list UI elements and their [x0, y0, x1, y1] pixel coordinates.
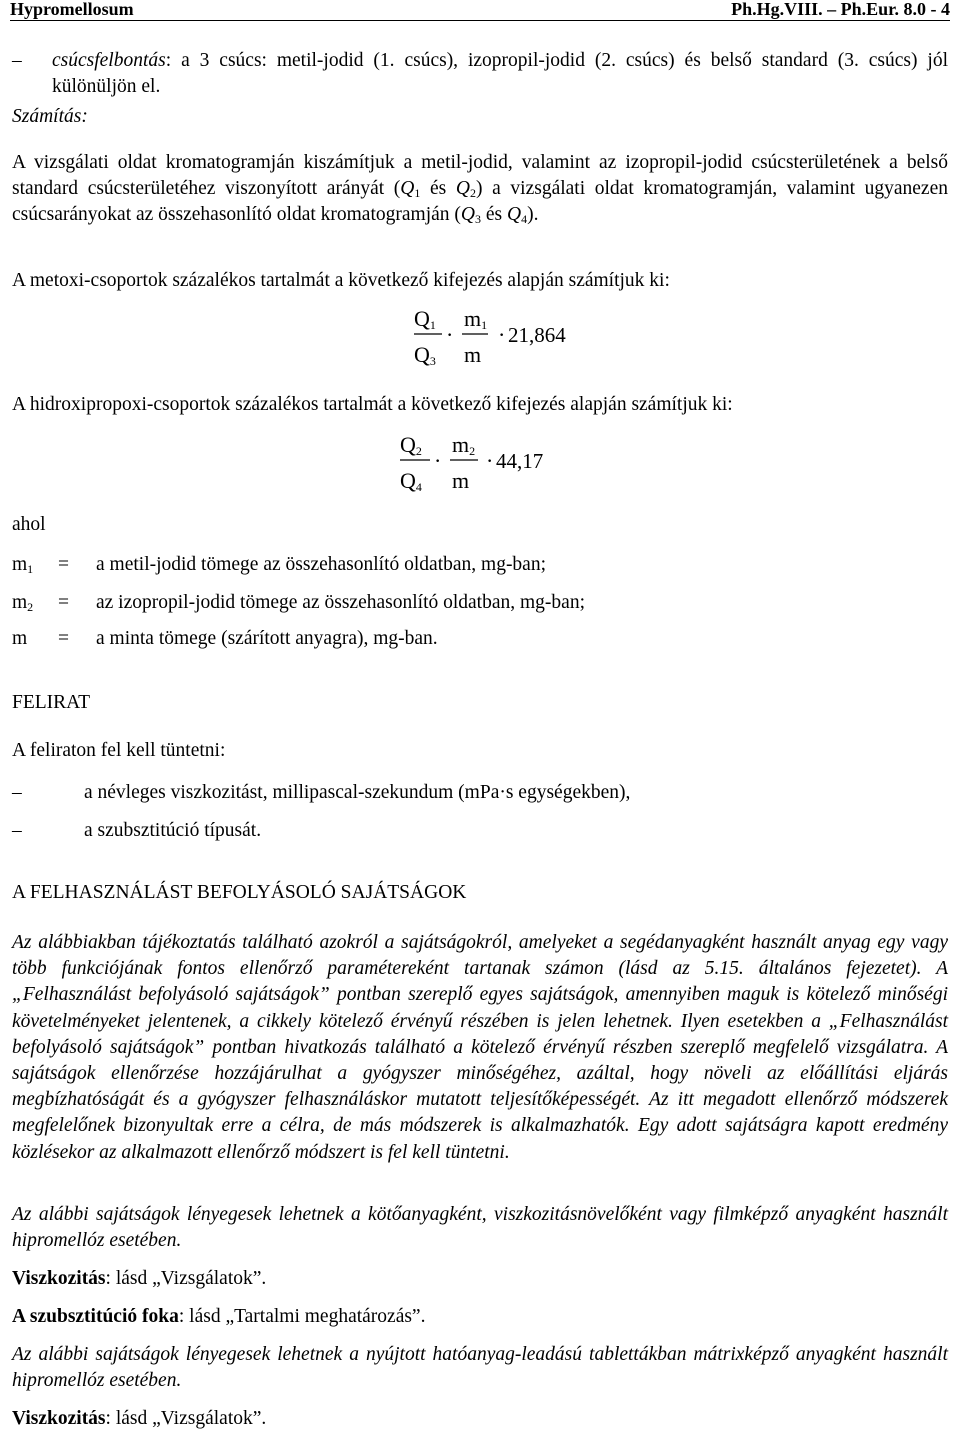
binder-intro: Az alábbi sajátságok lényegesek lehetnek a kötőanyagként, viszkozitásnövelőként vagy filmképző anyagként használt hipromellóz esetében.: [12, 1204, 948, 1251]
formula2-num-q: $Q_2$: [400, 432, 422, 458]
viscosity-ref: : lásd „Vizsgálatok”.: [105, 1408, 267, 1429]
labelling-intro: A feliraton fel kell tüntetni:: [12, 740, 226, 761]
q1-sub: 1: [414, 186, 421, 200]
formula1-den-q: $Q_3$: [414, 342, 436, 368]
def-symbol: $m_2$: [12, 592, 34, 614]
labelling-heading: FELIRAT: [12, 692, 90, 713]
calc-text-3: ).: [527, 204, 539, 225]
header-title: Hypromellosum: [10, 0, 134, 19]
bullet-dash: –: [12, 820, 22, 841]
calc-title: Számítás:: [12, 106, 88, 127]
frc-heading: A FELHASZNÁLÁST BEFOLYÁSOLÓ SAJÁTSÁGOK: [12, 882, 467, 903]
calc-text-1: A vizsgálati oldat kromatogramján kiszámítjuk a metil-jodid, valamint az izopropil-jodid csúcsterületének a belső standard csúcsterületéhez viszonyított arányát (: [12, 152, 948, 199]
def-equals: =: [58, 592, 69, 613]
formula2-den-q: $Q_4$: [400, 468, 422, 494]
calc-and-2: és: [480, 204, 507, 225]
formula1-dot: ·: [446, 322, 454, 347]
q4-symbol: Q: [506, 204, 522, 225]
def-text: a metil-jodid tömege az összehasonlító oldatban, mg-ban;: [96, 554, 547, 575]
calc-and-1: és: [420, 178, 456, 199]
peak-separation-label: csúcsfelbontás: [52, 50, 166, 71]
q4-sub: 4: [521, 212, 528, 226]
q1-symbol: Q: [400, 178, 415, 199]
formula1-dot-2: ·: [498, 322, 506, 347]
def-text: az izopropil-jodid tömege az összehasonlító oldatban, mg-ban;: [96, 592, 585, 613]
formula1-num-m: $m_1$: [464, 306, 488, 332]
matrix-intro: Az alábbi sajátságok lényegesek lehetnek a nyújtott hatóanyag-leadású tablettákban mátrixképző anyagként használt hipromellóz esetében.: [12, 1344, 948, 1391]
def-symbol: $m_1$: [12, 554, 34, 576]
methoxy-intro: A metoxi-csoportok százalékos tartalmát a következő kifejezés alapján számítjuk ki:: [12, 270, 670, 291]
labelling-item: a névleges viszkozitást, millipascal-szekundum (mPa·s egységekben),: [84, 782, 631, 803]
def-symbol: m: [12, 628, 28, 649]
calc-text-2: ) a vizsgálati oldat kromatogramján, valamint ugyanezen csúcsarányokat az összehasonlító oldat kromatogramján (: [12, 178, 948, 225]
formula1-factor: 21,864: [508, 323, 566, 347]
where-label: ahol: [12, 514, 46, 535]
labelling-item: a szubsztitúció típusát.: [84, 820, 262, 841]
bullet-dash: –: [12, 782, 22, 803]
formula2-dot: ·: [434, 448, 442, 473]
header-reference: Ph.Hg.VIII. – Ph.Eur. 8.0 - 4: [731, 0, 950, 19]
formula2-den-m: m: [452, 468, 470, 493]
calc-title-text: Számítás: [12, 106, 82, 127]
substitution-label: A szubsztitúció foka: [12, 1306, 179, 1327]
formula2-dot-2: ·: [486, 448, 494, 473]
formula2-factor: 44,17: [496, 449, 544, 473]
viscosity-label: Viszkozitás: [12, 1268, 106, 1289]
viscosity-label: Viszkozitás: [12, 1408, 106, 1429]
substitution-ref: : lásd „Tartalmi meghatározás”.: [178, 1306, 426, 1327]
formula2-num-m: $m_2$: [452, 432, 476, 458]
bullet-dash: –: [12, 50, 22, 71]
peak-separation-text: : a 3 csúcs: metil-jodid (1. csúcs), izopropil-jodid (2. csúcs) és belső standard (3. csúcs) jól különüljön el.: [52, 50, 948, 97]
formula1-num-q: $Q_1$: [414, 306, 436, 332]
formula1-den-m: m: [464, 342, 482, 367]
def-equals: =: [58, 554, 69, 575]
hydroxy-intro: A hidroxipropoxi-csoportok százalékos tartalmát a következő kifejezés alapján számítjuk ki:: [12, 394, 733, 415]
q2-symbol: Q: [455, 178, 470, 199]
q3-sub: 3: [474, 212, 481, 226]
q3-symbol: Q: [460, 204, 475, 225]
frc-paragraph: Az alábbiakban tájékoztatás található azokról a sajátságokról, amelyeket a segédanyagként használt anyag egy vagy több funkciójának fontos ellenőrző paramétereként tartanak számon (lásd az 5.15. általános fejezetet). A „Felhasználást befolyásoló sajátságok” pontban szereplő egyes sajátságok, amennyiben maguk is kötelező minőségi követelményeket jelentenek, a cikkely kötelező érvényű részében is jelen lehetnek. Ilyen esetekben a „Felhasználást befolyásoló sajátságok” pontban hivatkozás található a kötelező érvényű részben szereplő megfelelő vizsgálatra. A sajátságok ellenőrzése hozzájárulhat a gyógyszer minőségéhez, azáltal, hogy növeli az előállítási eljárás megbízhatóságát és a gyógyszer felhasználáskor mutatott teljesítőképességét. Az itt megadott ellenőrző módszerek megfelelőnek bizonyultak erre a célra, de más módszerek is alkalmazhatók. Egy adott sajátságra kapott eredmény közlésekor az alkalmazott ellenőrző módszert is fel kell tüntetni.: [12, 932, 948, 1163]
def-equals: =: [58, 628, 69, 649]
def-text: a minta tömege (szárított anyagra), mg-ban.: [96, 628, 438, 649]
viscosity-ref: : lásd „Vizsgálatok”.: [105, 1268, 267, 1289]
q2-sub: 2: [470, 186, 476, 200]
